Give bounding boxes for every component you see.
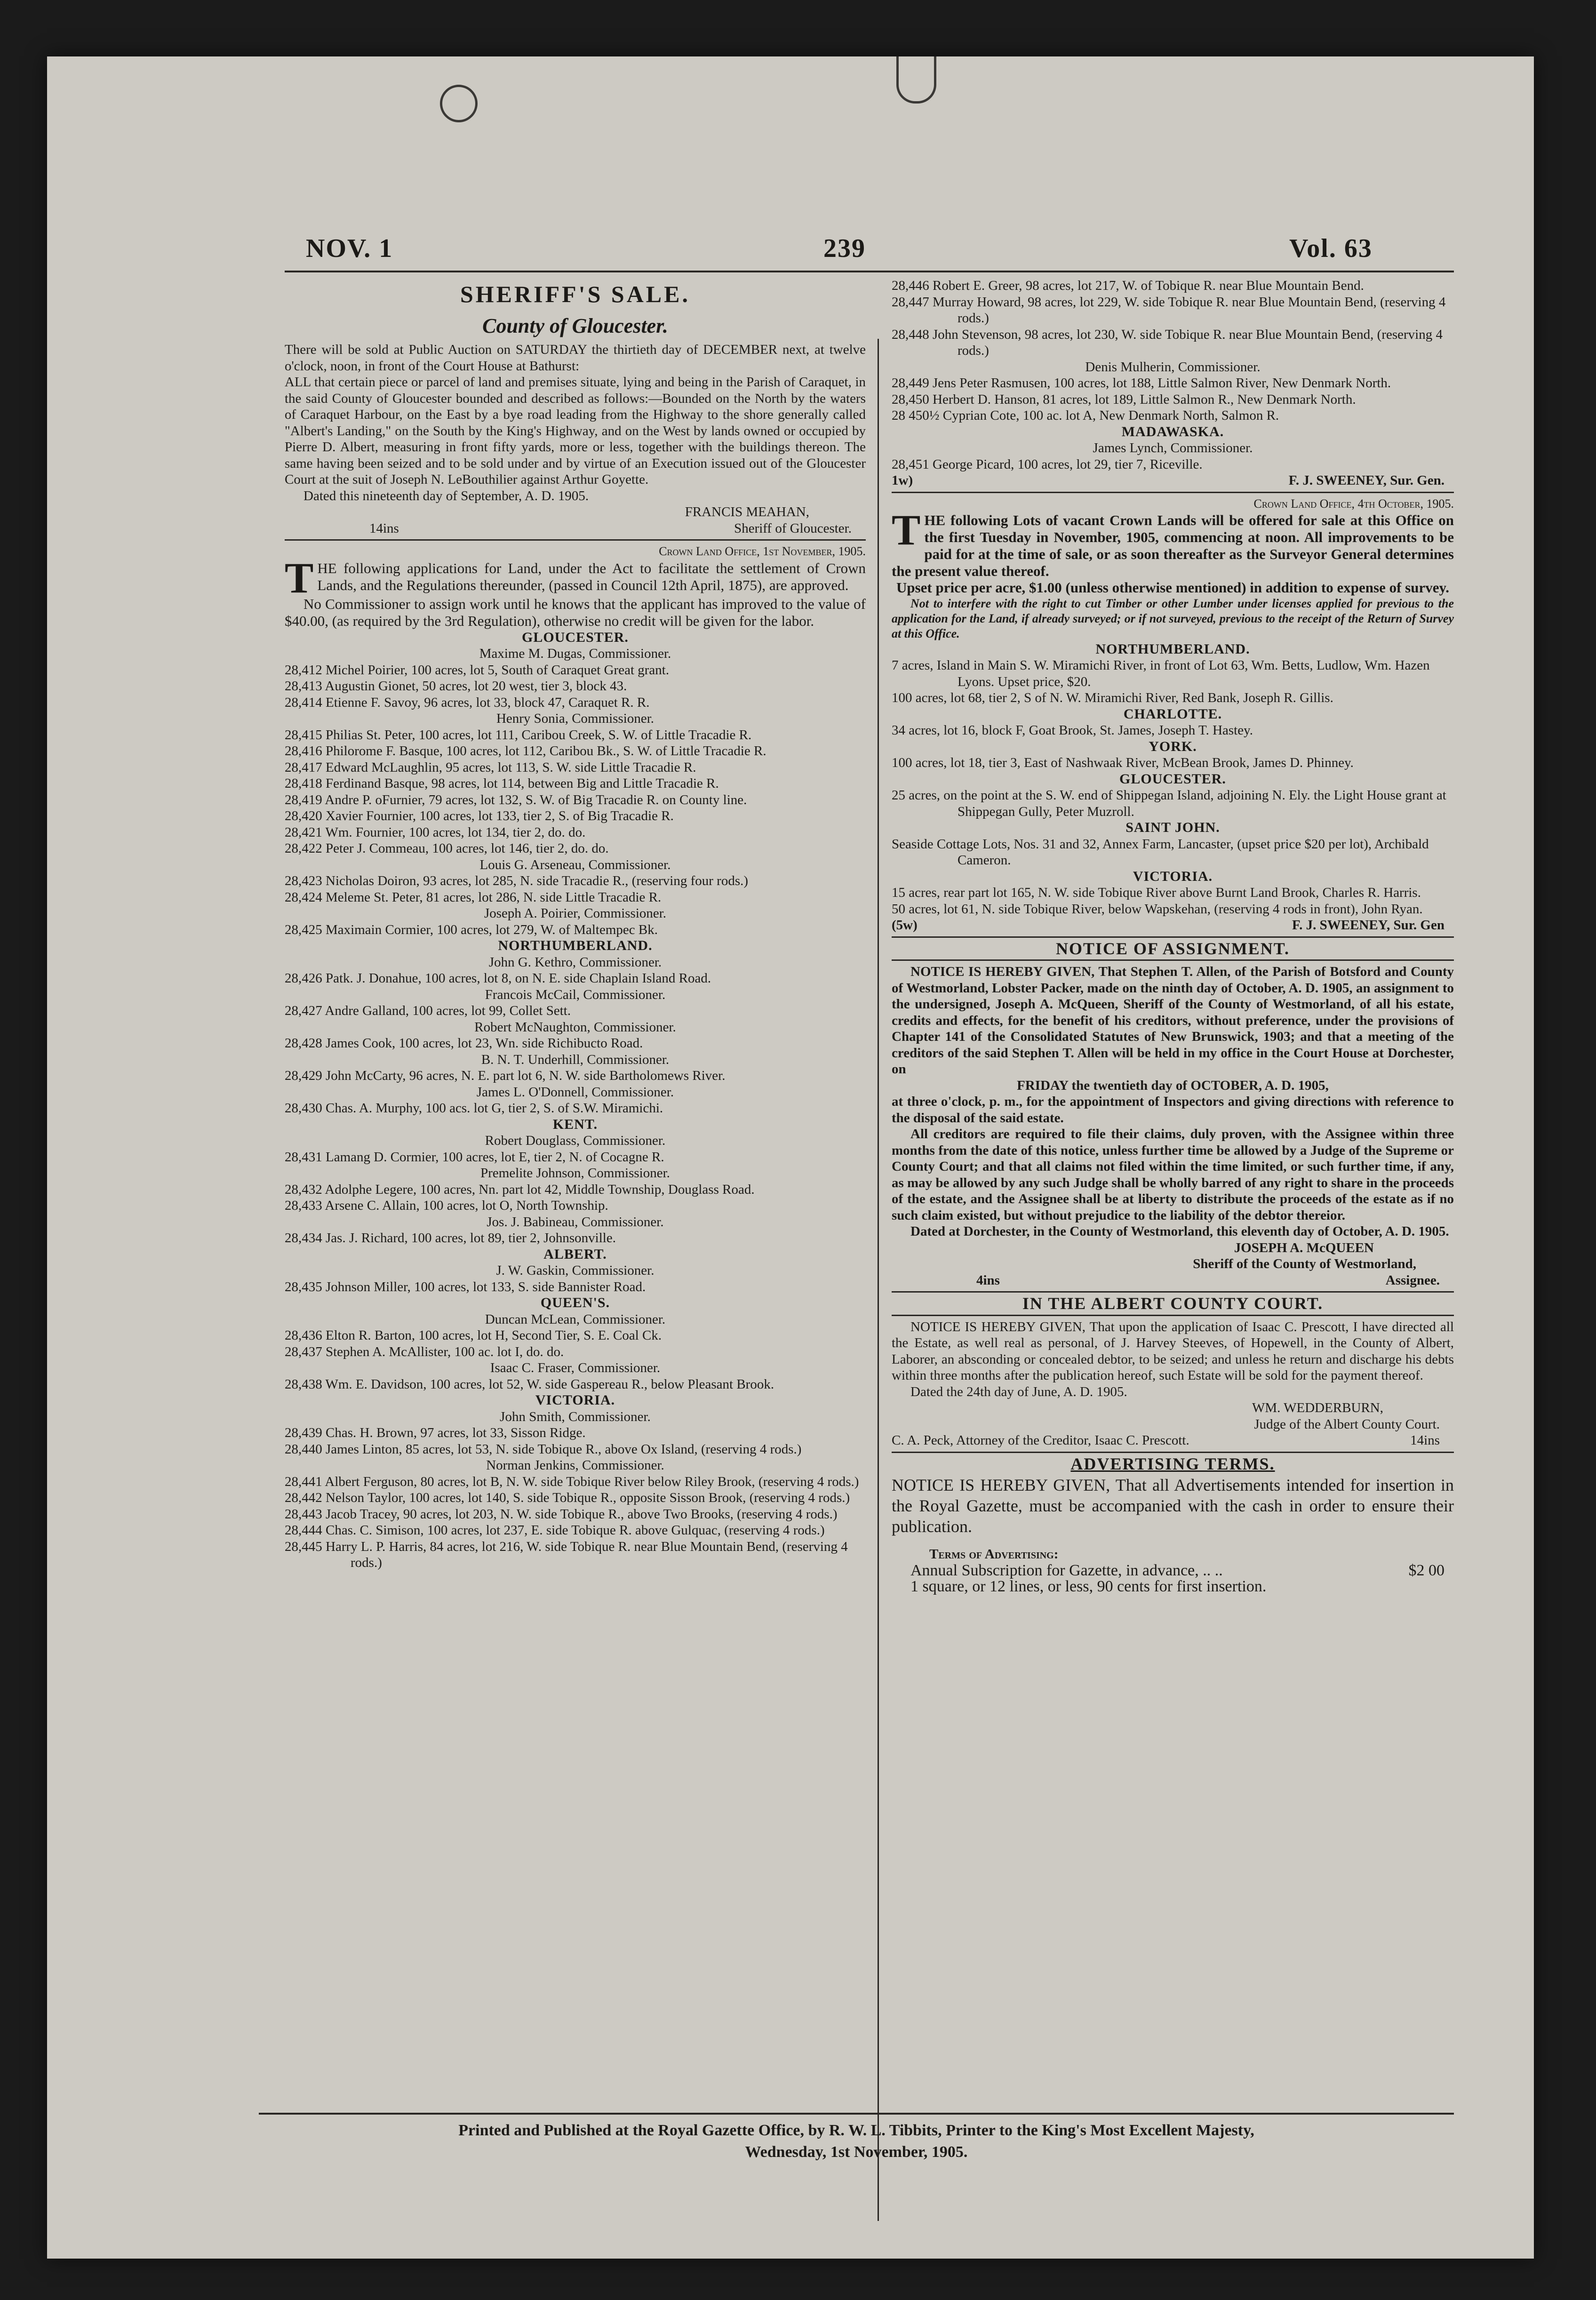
- subscription-price: $2 00: [1408, 1561, 1444, 1579]
- list-item: 28,448 John Stevenson, 98 acres, lot 230, W. side Tobique R. near Blue Mountain Bend, (reserving 4 rods.): [892, 327, 1443, 358]
- list-item: 28,428 James Cook, 100 acres, lot 23, Wn. side Richibucto Road.: [285, 1036, 643, 1051]
- list-item: 28,415 Philias St. Peter, 100 acres, lot 111, Caribou Creek, S. W. of Little Tracadie R.: [285, 727, 752, 743]
- commissioner-line: James Lynch, Commissioner.: [1093, 440, 1253, 455]
- commissioner-line: Isaac C. Fraser, Commissioner.: [490, 1360, 661, 1375]
- commissioner-line: Joseph A. Poirier, Commissioner.: [484, 906, 667, 921]
- list-item: 28,432 Adolphe Legere, 100 acres, Nn. part lot 42, Middle Township, Douglass Road.: [285, 1182, 755, 1197]
- commissioner-line: B. N. T. Underhill, Commissioner.: [481, 1052, 670, 1067]
- list-item: 28,438 Wm. E. Davidson, 100 acres, lot 52, W. side Gaspereau R., below Pleasant Brook.: [285, 1376, 774, 1392]
- signature-insertions: (5w): [892, 918, 918, 933]
- assignment-body: NOTICE IS HEREBY GIVEN, That Stephen T. Allen, of the Parish of Botsford and County of Westmorland, Lobster Packer, made on the ninth day of October, A. D. 1905, an assignment to the undersigned, Joseph A. McQueen, Sheriff of the County of Westmorland, of all his estate, credits and effects, for the benefit of his creditors, without preference, under the provisions of Chapter 141 of the Consolidated Statutes of New Brunswick, 1903; and that a meeting of the creditors of the said Stephen T. Allen will be held in my office in the Court House at Dorchester, on: [892, 964, 1454, 1077]
- binding-mark: [896, 56, 936, 104]
- list-item: 28,435 Johnson Miller, 100 acres, lot 133, S. side Bannister Road.: [285, 1279, 646, 1294]
- volume-number: Vol. 63: [1289, 234, 1373, 263]
- advertising-terms-title: Terms of Advertising:: [929, 1547, 1059, 1562]
- list-item: 28,424 Meleme St. Peter, 81 acres, lot 286, N. side Little Tracadie R.: [285, 889, 662, 905]
- signature-name: F. J. SWEENEY, Sur. Gen: [1292, 918, 1444, 933]
- gazette-page: [47, 56, 1534, 2259]
- assignment-body-2: at three o'clock, p. m., for the appointment of Inspectors and giving directions with reference to the disposal of the said estate.: [892, 1094, 1454, 1126]
- left-column: [285, 278, 866, 1571]
- applications-list: [285, 630, 866, 1571]
- albert-court-signer: WM. WEDDERBURN,: [1252, 1400, 1383, 1415]
- crown-apps-intro: [285, 553, 866, 602]
- imprint-line-1: Printed and Published at the Royal Gazette Office, by R. W. L. Tibbits, Printer to the King's Most Excellent Majesty,: [458, 2122, 1254, 2139]
- section-rule: [892, 1315, 1454, 1316]
- page-number: 239: [823, 234, 866, 263]
- punch-hole: [440, 85, 478, 122]
- sweeney-signature-2: [892, 917, 1454, 934]
- county-heading: NORTHUMBERLAND.: [498, 938, 653, 953]
- county-heading: KENT.: [552, 1116, 598, 1132]
- county-heading: QUEEN'S.: [540, 1295, 610, 1310]
- sale-dated: Dated this nineteenth day of September, A. D. 1905.: [303, 488, 589, 503]
- lots-for-sale-list: [892, 641, 1454, 918]
- list-item: 28,427 Andre Galland, 100 acres, lot 99, Collet Sett.: [285, 1003, 571, 1018]
- list-item: 28,450 Herbert D. Hanson, 81 acres, lot 189, Little Salmon R., New Denmark North.: [892, 391, 1356, 407]
- list-item: 28,414 Etienne F. Savoy, 96 acres, lot 33, block 47, Caraquet R. R.: [285, 695, 650, 710]
- list-item: 50 acres, lot 61, N. side Tobique River, below Wapskehan, (reserving 4 rods in front), John Ryan.: [892, 901, 1423, 917]
- county-heading: GLOUCESTER.: [1119, 771, 1226, 787]
- commissioner-line: John Smith, Commissioner.: [500, 1409, 651, 1424]
- commissioner-line: John G. Kethro, Commissioner.: [488, 954, 662, 970]
- crown-sale-intro-text: HE following Lots of vacant Crown Lands will be offered for sale at this Office on the first Tuesday in November, 1905, commencing at noon. All improvements to be paid for at the time of sale, or as soon thereafter as the Surveyor General determines the present value thereof.: [892, 512, 1454, 579]
- list-item: 28,447 Murray Howard, 98 acres, lot 229, W. side Tobique R. near Blue Mountain Bend, (reserving 4 rods.): [892, 294, 1446, 326]
- list-item: 28,425 Maximain Cormier, 100 acres, lot 279, W. of Maltempec Bk.: [285, 922, 658, 937]
- assignment-meeting-date: FRIDAY the twentieth day of OCTOBER, A. D. 1905,: [1017, 1078, 1329, 1093]
- list-item: 28,441 Albert Ferguson, 80 acres, lot B, N. W. side Tobique River below Riley Brook, (reserving 4 rods.): [285, 1474, 859, 1489]
- list-item: 28,436 Elton R. Barton, 100 acres, lot H, Second Tier, S. E. Coal Ck.: [285, 1328, 662, 1343]
- drop-cap: T: [285, 553, 314, 602]
- assignment-footer-row: [892, 1272, 1454, 1289]
- list-item: 28,413 Augustin Gionet, 50 acres, lot 20 west, tier 3, block 43.: [285, 679, 627, 694]
- applications-list-continued: [892, 278, 1454, 472]
- sale-signer-title: Sheriff of Gloucester.: [734, 520, 852, 536]
- imprint: [259, 2120, 1454, 2163]
- county-heading: CHARLOTTE.: [1123, 706, 1222, 722]
- signature-name: F. J. SWEENEY, Sur. Gen.: [1288, 473, 1444, 488]
- column-divider: [878, 339, 879, 2221]
- list-item: 28,416 Philorome F. Basque, 100 acres, lot 112, Caribou Bk., S. W. of Little Tracadie R.: [285, 743, 766, 759]
- list-item: 28,443 Jacob Tracey, 90 acres, lot 203, N. W. side Tobique R., above Two Brooks, (reserving 4 rods.): [285, 1506, 838, 1522]
- section-rule: [892, 959, 1454, 961]
- list-item: 28,419 Andre P. oFurnier, 79 acres, lot 132, S. W. of Big Tracadie R. on County line.: [285, 792, 747, 807]
- list-item: 34 acres, lot 16, block F, Goat Brook, St. James, Joseph T. Hastey.: [892, 723, 1253, 738]
- list-item: 28,437 Stephen A. McAllister, 100 ac. lot I, do. do.: [285, 1344, 564, 1359]
- commissioner-line: Robert Douglass, Commissioner.: [485, 1133, 666, 1148]
- sale-signer: FRANCIS MEAHAN,: [685, 504, 809, 519]
- signature-insertions: 1w): [892, 473, 913, 488]
- issue-date: NOV. 1: [306, 234, 393, 263]
- advertising-subscription-row: [892, 1563, 1454, 1579]
- list-item: 28,434 Jas. J. Richard, 100 acres, lot 89, tier 2, Johnsonville.: [285, 1230, 616, 1246]
- list-item: 28,439 Chas. H. Brown, 97 acres, lot 33, Sisson Ridge.: [285, 1425, 586, 1440]
- albert-court-dated: Dated the 24th day of June, A. D. 1905.: [910, 1384, 1127, 1399]
- section-rule: [892, 1452, 1454, 1453]
- albert-attorney-row: [892, 1432, 1454, 1449]
- section-rule: [892, 1291, 1454, 1293]
- albert-court-title: IN THE ALBERT COUNTY COURT.: [1022, 1294, 1324, 1313]
- list-item: 100 acres, lot 18, tier 3, East of Nashwaak River, McBean Brook, James D. Phinney.: [892, 755, 1354, 770]
- list-item: 28,426 Patk. J. Donahue, 100 acres, lot 8, on N. E. side Chaplain Island Road.: [285, 971, 711, 986]
- assignment-title: NOTICE OF ASSIGNMENT.: [1055, 939, 1290, 958]
- list-item: 28 450½ Cyprian Cote, 100 ac. lot A, New Denmark North, Salmon R.: [892, 408, 1279, 423]
- subscription-label: Annual Subscription for Gazette, in advance, .. ..: [910, 1561, 1223, 1579]
- advertising-square-rate: 1 square, or 12 lines, or less, 90 cents for first insertion.: [910, 1578, 1267, 1595]
- commissioner-line: Premelite Johnson, Commissioner.: [480, 1166, 670, 1181]
- assignment-signer: JOSEPH A. McQUEEN: [1234, 1240, 1374, 1255]
- sheriff-sale-title: SHERIFF'S SALE.: [460, 281, 690, 307]
- list-item: 100 acres, lot 68, tier 2, S of N. W. Miramichi River, Red Bank, Joseph R. Gillis.: [892, 690, 1333, 705]
- list-item: 28,418 Ferdinand Basque, 98 acres, lot 114, between Big and Little Tracadie R.: [285, 776, 719, 791]
- advertising-notice: NOTICE IS HEREBY GIVEN, That all Advertisements intended for insertion in the Royal Gazette, must be accompanied with the cash in order to ensure their publication.: [892, 1476, 1454, 1536]
- county-heading: VICTORIA.: [1133, 868, 1213, 884]
- albert-court-body: NOTICE IS HEREBY GIVEN, That upon the application of Isaac C. Prescott, I have directed all the Estate, as well real as personal, of J. Harvey Steeves, of Hopewell, in the County of Albert, Laborer, an absconding or concealed debtor, to be seized; and unless he return and discharge his debts within three months after the publication hereof, such Estate will be sold for the payment thereof.: [892, 1319, 1454, 1383]
- county-heading: ALBERT.: [543, 1246, 607, 1262]
- county-heading: County of Gloucester.: [482, 314, 668, 337]
- commissioner-line: James L. O'Donnell, Commissioner.: [476, 1084, 674, 1100]
- list-item: 28,431 Lamang D. Cormier, 100 acres, lot E, tier 2, N. of Cocagne R.: [285, 1149, 664, 1165]
- crown-sale-intro: [892, 506, 1454, 580]
- list-item: 28,429 John McCarty, 96 acres, N. E. part lot 6, N. W. side Bartholomews River.: [285, 1068, 726, 1083]
- crown-sale-note: Not to interfere with the right to cut Timber or other Lumber under licenses applied for previous to the application for the Land, if already surveyed; or if not surveyed, previous to the receipt of the Return of Survey at this Office.: [892, 596, 1454, 640]
- assignment-insertions: 4ins: [976, 1272, 1000, 1288]
- county-heading: VICTORIA.: [535, 1392, 615, 1408]
- commissioner-line: Francois McCail, Commissioner.: [485, 987, 666, 1002]
- sale-notice: There will be sold at Public Auction on SATURDAY the thirtieth day of DECEMBER next, at twelve o'clock, noon, in front of the Court House at Bathurst:: [285, 342, 866, 374]
- list-item: 28,422 Peter J. Commeau, 100 acres, lot 146, tier 2, do. do.: [285, 841, 609, 856]
- assignment-body-3: All creditors are required to file their claims, duly proven, with the Assignee within three months from the date of this notice, unless further time be allowed by a Judge of the Supreme or County Court; and that all claims not filed within the time limited, or such further time, if any, as may be allowed by any such Judge shall be wholly barred of any right to share in the proceeds of the estate, and the Assignee shall be at liberty to distribute the proceeds of the estate as if no such claim existed, but without prejudice to the liability of the debtor thereior.: [892, 1126, 1454, 1223]
- crown-apps-note: No Commissioner to assign work until he knows that the applicant has improved to the value of $40.00, (as required by the 3rd Regulation), otherwise no credit will be given for the labor.: [285, 595, 866, 629]
- county-heading: YORK.: [1149, 738, 1197, 754]
- commissioner-line: Denis Mulherin, Commissioner.: [1085, 359, 1261, 375]
- county-heading: SAINT JOHN.: [1125, 820, 1220, 835]
- sale-property-description: ALL that certain piece or parcel of land and premises situate, lying and being in the Parish of Caraquet, in the said County of Gloucester bounded and described as follows:—Bounded on the North by the waters of Caraquet Harbour, on the East by a bye road leading from the Highway to the shore generally called "Albert's Landing," on the South by the King's Highway, and on the West by lands owned or occupied by Pierre D. Albert, measuring in front fifty yards, more or less, together with the buildings thereon. The same having been seized and to be sold under and by virtue of an Execution issued out of the Gloucester Court at the suit of Joseph N. LeBouthilier against Arthur Goyette.: [285, 375, 866, 487]
- county-heading: GLOUCESTER.: [522, 629, 629, 645]
- list-item: 28,449 Jens Peter Rasmusen, 100 acres, lot 188, Little Salmon River, New Denmark North.: [892, 375, 1391, 391]
- crown-sale-dateline: Crown Land Office, 4th October, 1905.: [1253, 496, 1454, 511]
- county-heading: MADAWASKA.: [1121, 423, 1224, 439]
- list-item: Seaside Cottage Lots, Nos. 31 and 32, Annex Farm, Lancaster, (upset price $20 per lot), Archibald Cameron.: [892, 836, 1429, 868]
- commissioner-line: Robert McNaughton, Commissioner.: [474, 1019, 676, 1035]
- advertising-title: ADVERTISING TERMS.: [1070, 1454, 1275, 1473]
- assignment-signer-title: Sheriff of the County of Westmorland,: [1193, 1256, 1416, 1271]
- assignment-assignee: Assignee.: [1385, 1272, 1440, 1288]
- county-heading: NORTHUMBERLAND.: [1095, 641, 1250, 657]
- list-item: 28,433 Arsene C. Allain, 100 acres, lot O, North Township.: [285, 1198, 608, 1213]
- section-rule: [892, 492, 1454, 493]
- commissioner-line: Louis G. Arseneau, Commissioner.: [479, 857, 671, 872]
- assignment-dated: Dated at Dorchester, in the County of Westmorland, this eleventh day of October, A. D. 1905.: [910, 1224, 1449, 1239]
- right-column: [892, 278, 1454, 1595]
- list-item: 7 acres, Island in Main S. W. Miramichi River, in front of Lot 63, Wm. Betts, Ludlow, Wm. Hazen Lyons. Upset price, $20.: [892, 658, 1430, 689]
- imprint-line-2: Wednesday, 1st November, 1905.: [745, 2143, 968, 2161]
- list-item: 28,440 James Linton, 85 acres, lot 53, N. side Tobique R., above Ox Island, (reserving 4 rods.): [285, 1441, 802, 1457]
- section-rule: [285, 539, 866, 541]
- list-item: 28,420 Xavier Fournier, 100 acres, lot 133, tier 2, S. of Big Tracadie R.: [285, 808, 674, 823]
- drop-cap: T: [892, 506, 921, 554]
- upset-price: Upset price per acre, $1.00 (unless otherwise mentioned) in addition to expense of survey.: [896, 579, 1450, 596]
- list-item: 28,442 Nelson Taylor, 100 acres, lot 140, S. side Tobique R., opposite Sisson Brook, (reserving 4 rods.): [285, 1490, 850, 1505]
- albert-insertions: 14ins: [1410, 1433, 1440, 1448]
- commissioner-line: Maxime M. Dugas, Commissioner.: [479, 646, 671, 661]
- list-item: 28,417 Edward McLaughlin, 95 acres, lot 113, S. W. side Little Tracadie R.: [285, 759, 696, 775]
- commissioner-line: Henry Sonia, Commissioner.: [496, 711, 654, 726]
- commissioner-line: Duncan McLean, Commissioner.: [485, 1311, 666, 1327]
- list-item: 28,446 Robert E. Greer, 98 acres, lot 217, W. of Tobique R. near Blue Mountain Bend.: [892, 278, 1364, 293]
- commissioner-line: J. W. Gaskin, Commissioner.: [496, 1263, 654, 1278]
- albert-court-signer-title: Judge of the Albert County Court.: [1254, 1416, 1440, 1432]
- commissioner-line: Jos. J. Babineau, Commissioner.: [487, 1214, 664, 1230]
- footer-rule: [259, 2113, 1454, 2115]
- sweeney-signature-1: [892, 472, 1454, 489]
- albert-attorney: C. A. Peck, Attorney of the Creditor, Isaac C. Prescott.: [892, 1433, 1189, 1448]
- header-rule: [285, 271, 1454, 272]
- commissioner-line: Norman Jenkins, Commissioner.: [486, 1458, 664, 1473]
- list-item: 28,444 Chas. C. Simison, 100 acres, lot 237, E. side Tobique R. above Gulquac, (reserving 4 rods.): [285, 1523, 825, 1538]
- sale-insertions: 14ins: [369, 520, 399, 536]
- sale-signature-row: [285, 520, 866, 537]
- list-item: 15 acres, rear part lot 165, N. W. side Tobique River above Burnt Land Brook, Charles R. Harris.: [892, 885, 1421, 900]
- section-rule: [892, 936, 1454, 938]
- list-item: 28,445 Harry L. P. Harris, 84 acres, lot 216, W. side Tobique R. near Blue Mountain Bend, (reserving 4 rods.): [285, 1539, 848, 1570]
- list-item: 28,412 Michel Poirier, 100 acres, lot 5, South of Caraquet Great grant.: [285, 662, 670, 678]
- crown-apps-intro-text: HE following applications for Land, under the Act to facilitate the settlement of Crown Lands, and the Regulations thereunder, (passed in Council 12th April, 1875), are approved.: [317, 559, 866, 593]
- list-item: 28,451 George Picard, 100 acres, lot 29, tier 7, Riceville.: [892, 456, 1203, 472]
- list-item: 28,430 Chas. A. Murphy, 100 acs. lot G, tier 2, S. of S.W. Miramichi.: [285, 1101, 663, 1116]
- list-item: 28,421 Wm. Fournier, 100 acres, lot 134, tier 2, do. do.: [285, 824, 586, 840]
- crown-apps-dateline: Crown Land Office, 1st November, 1905.: [659, 544, 866, 558]
- list-item: 25 acres, on the point at the S. W. end of Shippegan Island, adjoining N. Ely. the Light House grant at Shippegan Gully, Peter Muzroll.: [892, 788, 1446, 819]
- list-item: 28,423 Nicholas Doiron, 93 acres, lot 285, N. side Tracadie R., (reserving four rods.): [285, 873, 749, 888]
